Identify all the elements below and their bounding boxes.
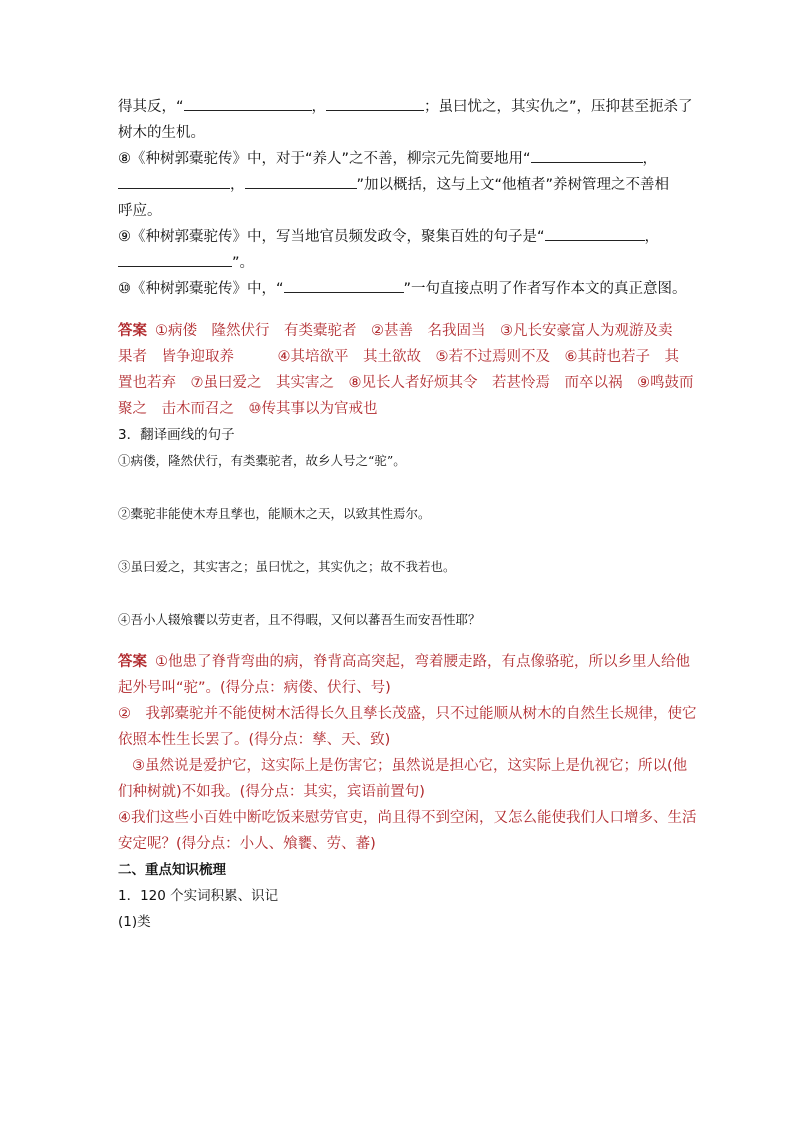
section3-title: 3．翻译画线的句子	[118, 427, 235, 443]
fill-blank[interactable]	[284, 276, 404, 293]
q8-line-3: 呼应。	[118, 203, 162, 219]
section-two-title: 二、重点知识梳理	[118, 862, 226, 878]
answer2-line-6: 们种树就)不如我。(得分点：其实，宾语前置句)	[118, 784, 425, 800]
answer2-line-2: 起外号叫“驼”。(得分点：病偻、伏行、号)	[118, 680, 391, 696]
answer2-line-5: ③虽然说是爱护它，这实际上是伤害它；虽然说是担心它，这实际上是仇视它；所以(他	[132, 758, 688, 774]
section-two-item-1: (1)类	[118, 914, 151, 930]
q9-line-2	[118, 250, 678, 276]
spacer	[118, 474, 678, 501]
text: ，	[311, 99, 327, 115]
text: ”。	[232, 255, 255, 271]
answer2-line-7: ④我们这些小百姓中断吃饭来慰劳官吏，尚且得不到空闲，又怎么能使我们人口增多、生活	[118, 810, 697, 826]
spacer	[118, 580, 678, 607]
fill-blank[interactable]	[326, 94, 424, 111]
q8-line-2	[118, 172, 678, 198]
text: 得其反，“	[118, 99, 184, 115]
section-two-subtitle: 1．120 个实词积累、识记	[118, 888, 279, 904]
text: ⑨《种树郭橐驼传》中，写当地官员频发政令，聚集百姓的句子是“	[118, 229, 545, 245]
answer-label: 答案	[118, 323, 147, 339]
fill-blank[interactable]	[184, 94, 312, 111]
spacer	[118, 302, 678, 318]
fill-blank[interactable]	[118, 250, 232, 267]
q10-line-1	[118, 276, 687, 302]
text: ，	[230, 177, 245, 193]
text: ”一句直接点明了作者写作本文的真正意图。	[403, 281, 687, 297]
q9-line-1	[118, 224, 678, 250]
text: ①病偻 隆然伏行 有类橐驼者 ②甚善 名我固当 ③凡长安豪富人为观游及卖	[155, 323, 673, 339]
q7-line-2: 树木的生机。	[118, 125, 205, 141]
answer1-line-4: 聚之 击木而召之 ⑩传其事以为官戒也	[118, 401, 378, 417]
spacer	[118, 527, 678, 554]
answer2-line-3: ② 我郭橐驼并不能使树木活得长久且孳长茂盛，只不过能顺从树木的自然生长规律，使它	[118, 706, 697, 722]
answer2-line-1	[118, 649, 690, 675]
document-page	[118, 94, 697, 935]
fill-blank[interactable]	[531, 146, 643, 163]
fill-blank[interactable]	[118, 172, 230, 189]
translate-sentence-3: ③虽曰爱之，其实害之；虽曰忧之，其实仇之；故不我若也。	[118, 559, 456, 574]
text: ①他患了脊背弯曲的病，脊背高高突起，弯着腰走路，有点像骆驼，所以乡里人给他	[155, 654, 690, 670]
q7-line-1	[118, 94, 693, 120]
answer2-line-4: 依照本性生长罢了。(得分点：孳、天、致)	[118, 732, 391, 748]
text: ⑩《种树郭橐驼传》中，“	[118, 281, 284, 297]
fill-blank[interactable]	[245, 172, 357, 189]
answer2-line-8: 安定呢？(得分点：小人、飧饔、劳、蕃)	[118, 836, 376, 852]
text: ；虽曰忧之，其实仇之”，压抑甚至扼杀了	[424, 99, 693, 115]
text: ，	[644, 229, 660, 245]
translate-sentence-4: ④吾小人辍飧饔以劳吏者，且不得暇，又何以蕃吾生而安吾性耶？	[118, 612, 481, 627]
fill-blank[interactable]	[545, 224, 645, 241]
q8-line-1	[118, 146, 678, 172]
answer1-line-3: 置也若弃 ⑦虽曰爱之 其实害之 ⑧见长人者好烦其令 若甚怜焉 而卒以祸 ⑨鸣鼓而	[118, 375, 694, 391]
text: ，	[642, 151, 658, 167]
text: ⑧《种树郭橐驼传》中，对于“养人”之不善，柳宗元先简要地用“	[118, 151, 531, 167]
translate-sentence-2: ②橐驼非能使木寿且孳也，能顺木之天，以致其性焉尔。	[118, 506, 431, 521]
text: ”加以概括，这与上文“他植者”养树管理之不善相	[356, 177, 670, 193]
answer1-line-1	[118, 318, 678, 344]
answer-label: 答案	[118, 654, 147, 670]
translate-sentence-1: ①病偻，隆然伏行，有类橐驼者，故乡人号之“驼”。	[118, 453, 406, 468]
answer1-line-2: 果者 皆争迎取养 ④其培欲平 其土欲故 ⑤若不过焉则不及 ⑥其莳也若子 其	[118, 349, 679, 365]
spacer	[118, 633, 678, 649]
